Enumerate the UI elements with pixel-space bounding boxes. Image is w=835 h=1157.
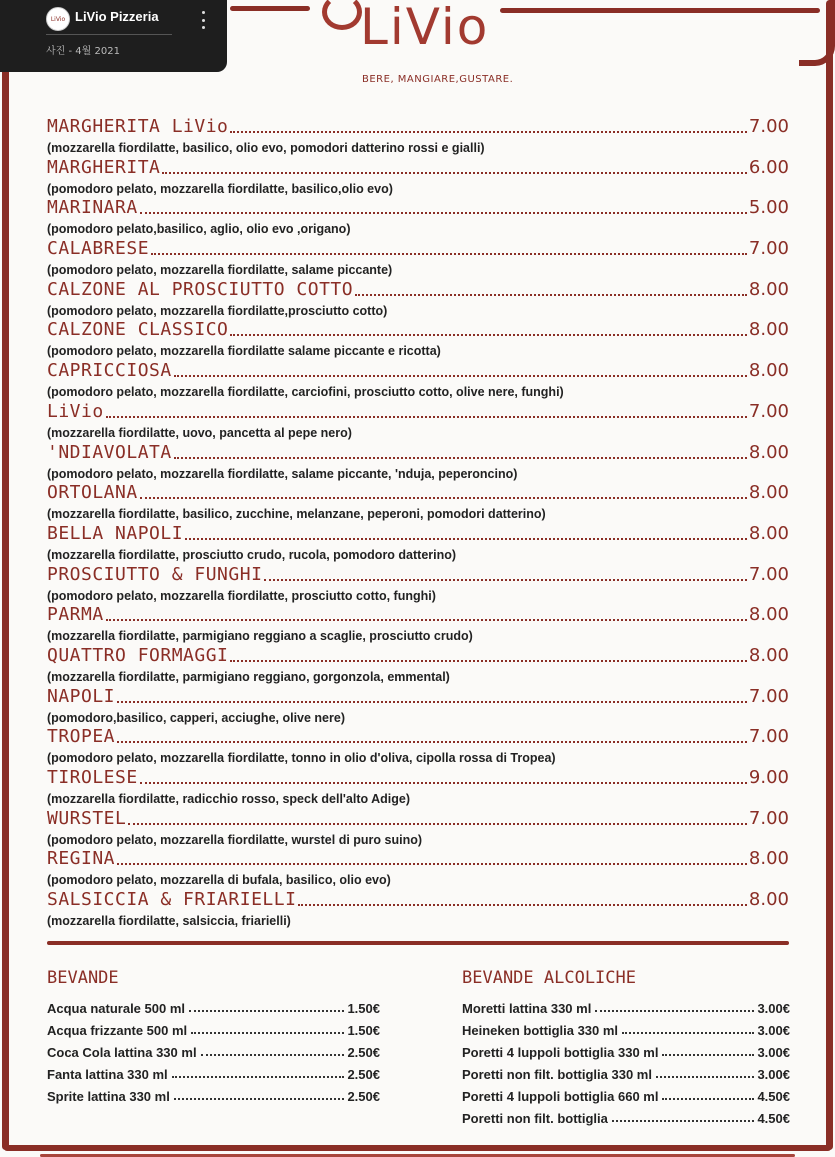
- pizza-row: [47, 197, 789, 219]
- menu-frame-left: [2, 0, 9, 1150]
- pizza-name: LiVio: [47, 400, 104, 422]
- drink-item: [47, 1038, 380, 1060]
- bevande-list: [47, 994, 380, 1104]
- pizza-description: (pomodoro pelato, mozzarella di bufala, basilico, olio evo): [47, 873, 391, 888]
- dotted-leader: [140, 212, 747, 214]
- pizza-item: [47, 726, 789, 767]
- place-name[interactable]: LiVio Pizzeria: [75, 9, 159, 24]
- more-options-icon[interactable]: [198, 11, 208, 29]
- dotted-leader: [201, 1054, 345, 1056]
- pizza-price: 8.00: [748, 319, 789, 341]
- pizza-row: [47, 401, 789, 423]
- menu-frame-top-right: [500, 8, 820, 13]
- pizza-row: [47, 442, 789, 464]
- pizza-description: (mozzarella fiordilatte, prosciutto crudo, rucola, pomodoro datterino): [47, 547, 457, 562]
- pizza-description: (pomodoro pelato, mozzarella fiordilatte, salame piccante, 'nduja, peperoncino): [47, 466, 518, 481]
- drink-name: Acqua naturale 500 ml: [47, 1001, 185, 1016]
- drink-price: 2.50€: [347, 1067, 380, 1082]
- drink-name: Poretti non filt. bottiglia: [462, 1111, 608, 1126]
- drink-item: [462, 1038, 790, 1060]
- drink-item: [47, 1082, 380, 1104]
- drink-name: Poretti 4 luppoli bottiglia 660 ml: [462, 1089, 659, 1104]
- pizza-item: [47, 482, 789, 523]
- pizza-item: [47, 401, 789, 442]
- dotted-leader: [174, 1098, 345, 1100]
- pizza-name: CALABRESE: [47, 238, 150, 260]
- dotted-leader: [140, 782, 747, 784]
- dotted-leader: [230, 334, 747, 336]
- pizza-name: PROSCIUTTO & FUNGHI: [47, 563, 263, 585]
- pizza-row: [47, 645, 789, 667]
- dotted-leader: [117, 863, 747, 865]
- dotted-leader: [106, 619, 747, 621]
- pizza-price: 8.00: [748, 644, 789, 666]
- bevande-alcoliche-title: BEVANDE ALCOLICHE: [462, 968, 636, 988]
- pizza-item: [47, 279, 789, 320]
- dotted-leader: [117, 741, 747, 743]
- pizza-description: (pomodoro,basilico, capperi, acciughe, olive nere): [47, 710, 345, 725]
- pizza-name: SALSICCIA & FRIARIELLI: [47, 889, 297, 911]
- pizza-row: [47, 604, 789, 626]
- bevande-alcoliche-list: [462, 994, 790, 1126]
- pizza-row: [47, 808, 789, 830]
- corner-swirl-decoration: [799, 0, 835, 66]
- dotted-leader: [191, 1032, 344, 1034]
- pizza-row: [47, 116, 789, 138]
- dotted-leader: [174, 375, 747, 377]
- pizza-name: MARINARA: [47, 197, 138, 219]
- pizza-price: 8.00: [748, 522, 789, 544]
- pizza-name: NAPOLI: [47, 685, 116, 707]
- pizza-price: 7.00: [748, 807, 789, 829]
- drink-price: 1.50€: [347, 1023, 380, 1038]
- pizza-row: [47, 482, 789, 504]
- pizza-price: 7.00: [748, 238, 789, 260]
- pizza-name: TIROLESE: [47, 767, 138, 788]
- photo-header: [0, 0, 227, 72]
- drink-price: 2.50€: [347, 1089, 380, 1104]
- pizza-price: 8.00: [748, 441, 789, 463]
- pizza-item: [47, 238, 789, 279]
- drink-name: Poretti 4 luppoli bottiglia 330 ml: [462, 1045, 659, 1060]
- drink-name: Moretti lattina 330 ml: [462, 1001, 592, 1016]
- pizza-item: [47, 808, 789, 849]
- restaurant-logo: [312, 0, 492, 62]
- dotted-leader: [151, 253, 747, 255]
- logo-tagline: BERE, MANGIARE,GUSTARE.: [362, 74, 514, 85]
- pizza-description: (mozzarella fiordilatte, parmigiano reggiano a scaglie, prosciutto crudo): [47, 629, 473, 644]
- drink-item: [462, 1104, 790, 1126]
- dotted-leader: [140, 497, 747, 499]
- pizza-description: (pomodoro pelato, mozzarella fiordilatte, wurstel di puro suino): [47, 832, 423, 847]
- pizza-row: [47, 564, 789, 586]
- pizza-description: (mozzarella fiordilatte, uovo, pancetta al pepe nero): [47, 425, 352, 440]
- pizza-description: (mozzarella fiordilatte, parmigiano reggiano, gorgonzola, emmental): [47, 669, 450, 684]
- dotted-leader: [106, 416, 747, 418]
- pizza-item: [47, 319, 789, 360]
- pizza-name: TROPEA: [47, 726, 116, 748]
- logo-text: LiVio: [360, 0, 490, 56]
- pizza-name: BELLA NAPOLI: [47, 522, 184, 544]
- pizza-price: 6.00: [748, 156, 789, 178]
- pizza-name: CAPRICCIOSA: [47, 360, 172, 382]
- drink-price: 4.50€: [757, 1089, 790, 1104]
- pizza-item: [47, 197, 789, 238]
- pizza-row: [47, 360, 789, 382]
- pizza-price: 5.00: [748, 197, 789, 219]
- drink-price: 3.00€: [757, 1067, 790, 1082]
- pizza-price: 8.00: [748, 848, 789, 870]
- pizza-name: QUATTRO FORMAGGI: [47, 644, 229, 666]
- menu-frame-bottom: [4, 1145, 831, 1151]
- dotted-leader: [172, 1076, 345, 1078]
- pizza-description: (pomodoro pelato, mozzarella fiordilatte, basilico,olio evo): [47, 181, 393, 196]
- dotted-leader: [264, 579, 747, 581]
- pizza-item: [47, 848, 789, 889]
- pizza-price: 8.00: [748, 889, 789, 911]
- dotted-leader: [230, 660, 747, 662]
- dotted-leader: [662, 1098, 754, 1100]
- pizza-description: (pomodoro pelato, mozzarella fiordilatte salame piccante e ricotta): [47, 344, 441, 359]
- pizza-price: 8.00: [748, 360, 789, 382]
- pizza-description: (mozzarella fiordilatte, basilico, zucchine, melanzane, peperoni, pomodori datterino): [47, 507, 546, 522]
- drink-name: Fanta lattina 330 ml: [47, 1067, 168, 1082]
- drink-item: [47, 994, 380, 1016]
- pizza-name: CALZONE CLASSICO: [47, 319, 229, 341]
- pizza-description: (mozzarella fiordilatte, salsiccia, friarielli): [47, 914, 291, 929]
- dotted-leader: [622, 1032, 754, 1034]
- pizza-price: 7.00: [748, 563, 789, 585]
- pizza-description: (pomodoro pelato, mozzarella fiordilatte, tonno in olio d'oliva, cipolla rossa di Tropea): [47, 751, 556, 766]
- pizza-row: [47, 889, 789, 911]
- pizza-name: WURSTEL: [47, 807, 127, 829]
- drink-item: [47, 1060, 380, 1082]
- pizza-price: 7.00: [748, 116, 789, 137]
- section-divider: [47, 941, 789, 945]
- drink-name: Poretti non filt. bottiglia 330 ml: [462, 1067, 652, 1082]
- pizza-row: [47, 523, 789, 545]
- pizza-row: [47, 767, 789, 789]
- pizza-row: [47, 848, 789, 870]
- pizza-name: MARGHERITA LiVio: [47, 116, 229, 137]
- drink-name: Heineken bottiglia 330 ml: [462, 1023, 619, 1038]
- drink-name: Sprite lattina 330 ml: [47, 1089, 170, 1104]
- dotted-leader: [662, 1054, 754, 1056]
- drink-price: 2.50€: [347, 1045, 380, 1060]
- pizza-item: [47, 157, 789, 198]
- dotted-leader: [174, 457, 747, 459]
- drink-price: 3.00€: [757, 1001, 790, 1016]
- pizza-name: PARMA: [47, 604, 104, 626]
- pizza-menu-list: [47, 116, 789, 930]
- pizza-item: [47, 360, 789, 401]
- pizza-item: [47, 686, 789, 727]
- pizza-price: 8.00: [748, 604, 789, 626]
- dotted-leader: [230, 131, 747, 133]
- pizza-price: 7.00: [748, 400, 789, 422]
- pizza-description: (pomodoro pelato, mozzarella fiordilatte, prosciutto cotto, funghi): [47, 588, 436, 603]
- bevande-section: [47, 966, 380, 1104]
- menu-frame-right: [826, 0, 833, 1150]
- pizza-name: CALZONE AL PROSCIUTTO COTTO: [47, 278, 354, 300]
- bevande-title: BEVANDE: [47, 968, 119, 988]
- pizza-row: [47, 686, 789, 708]
- header-divider: [46, 34, 172, 35]
- pizza-name: 'NDIAVOLATA: [47, 441, 172, 463]
- pizza-item: [47, 564, 789, 605]
- dotted-leader: [595, 1010, 754, 1012]
- pizza-item: [47, 604, 789, 645]
- drink-price: 4.50€: [757, 1111, 790, 1126]
- pizza-price: 7.00: [748, 685, 789, 707]
- dotted-leader: [128, 823, 747, 825]
- dotted-leader: [298, 904, 747, 906]
- pizza-description: (mozzarella fiordilatte, radicchio rosso, speck dell'alto Adige): [47, 792, 411, 806]
- dotted-leader: [355, 294, 747, 296]
- drink-item: [462, 1082, 790, 1104]
- pizza-price: 8.00: [748, 278, 789, 300]
- pizza-item: [47, 767, 789, 808]
- dotted-leader: [612, 1120, 755, 1122]
- logo-swirl-icon: [322, 0, 362, 30]
- pizza-description: (pomodoro pelato, mozzarella fiordilatte,prosciutto cotto): [47, 303, 388, 318]
- pizza-price: 8.00: [748, 482, 789, 504]
- place-avatar[interactable]: LiVio: [46, 7, 70, 31]
- pizza-price: 9.00: [748, 767, 789, 788]
- pizza-name: MARGHERITA: [47, 156, 161, 178]
- drink-item: [47, 1016, 380, 1038]
- pizza-description: (pomodoro pelato,basilico, aglio, olio evo ,origano): [47, 222, 351, 237]
- pizza-name: ORTOLANA: [47, 482, 138, 504]
- pizza-price: 7.00: [748, 726, 789, 748]
- drink-item: [462, 1060, 790, 1082]
- menu-frame-top-left: [230, 6, 310, 11]
- dotted-leader: [162, 172, 747, 174]
- drink-price: 3.00€: [757, 1045, 790, 1060]
- dotted-leader: [117, 701, 747, 703]
- pizza-item: [47, 645, 789, 686]
- dotted-leader: [656, 1076, 754, 1078]
- drink-name: Acqua frizzante 500 ml: [47, 1023, 188, 1038]
- pizza-name: REGINA: [47, 848, 116, 870]
- pizza-item: [47, 442, 789, 483]
- pizza-item: [47, 116, 789, 157]
- photo-date: 사진 - 4월 2021: [46, 46, 120, 57]
- pizza-item: [47, 889, 789, 930]
- drink-price: 1.50€: [347, 1001, 380, 1016]
- drink-price: 3.00€: [757, 1023, 790, 1038]
- dotted-leader: [185, 538, 747, 540]
- drink-item: [462, 994, 790, 1016]
- pizza-row: [47, 319, 789, 341]
- pizza-item: [47, 523, 789, 564]
- pizza-row: [47, 279, 789, 301]
- pizza-row: [47, 726, 789, 748]
- bevande-alcoliche-section: [462, 966, 790, 1126]
- pizza-description: (pomodoro pelato, mozzarella fiordilatte, carciofini, prosciutto cotto, olive nere, funghi): [47, 385, 564, 400]
- drink-item: [462, 1016, 790, 1038]
- drink-name: Coca Cola lattina 330 ml: [47, 1045, 197, 1060]
- pizza-description: (mozzarella fiordilatte, basilico, olio evo, pomodori datterino rossi e gialli): [47, 141, 485, 155]
- pizza-row: [47, 238, 789, 260]
- pizza-row: [47, 157, 789, 179]
- dotted-leader: [189, 1010, 344, 1012]
- pizza-description: (pomodoro pelato, mozzarella fiordilatte, salame piccante): [47, 263, 393, 278]
